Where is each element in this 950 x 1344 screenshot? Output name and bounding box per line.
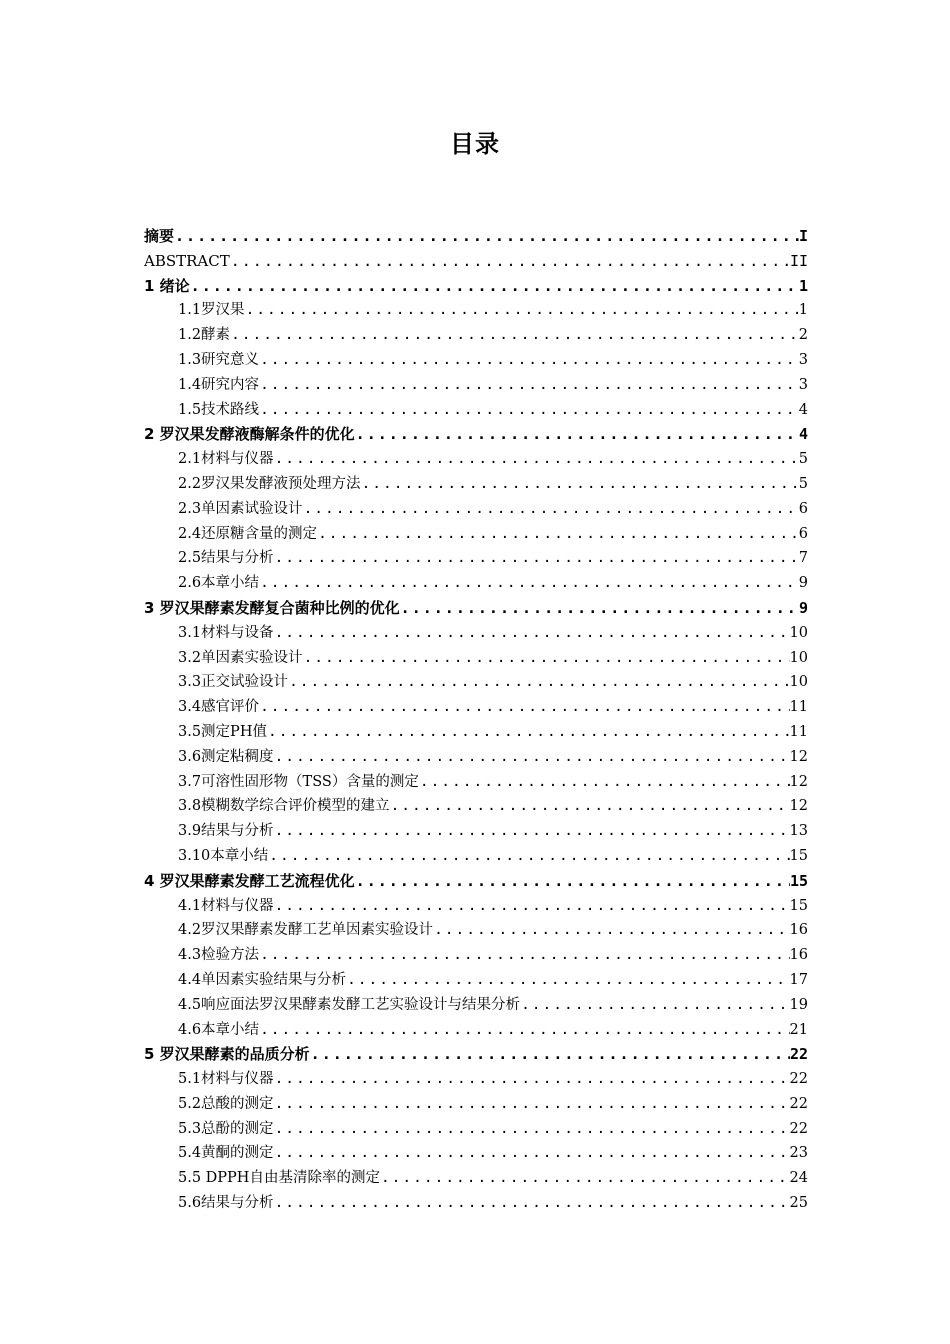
toc-entry-label: 3.5测定PH值	[178, 723, 267, 740]
toc-dot-leader	[259, 695, 789, 720]
toc-dot-leader	[520, 993, 789, 1018]
toc-page-number: 22	[789, 1045, 808, 1064]
toc-dot-leader	[419, 770, 790, 795]
toc-entry-label: 1 绪论	[144, 276, 190, 295]
toc-dot-leader	[355, 422, 799, 447]
toc-dot-leader	[190, 274, 799, 299]
toc-section-entry[interactable]	[144, 447, 808, 472]
toc-section-entry[interactable]	[144, 993, 808, 1018]
toc-section-entry[interactable]	[144, 398, 808, 423]
toc-section-entry[interactable]	[144, 348, 808, 373]
toc-entry-label: 1.1罗汉果	[178, 302, 245, 319]
toc-entry-label: 4.1材料与仪器	[178, 897, 274, 914]
toc-page-number: 12	[789, 773, 808, 790]
toc-section-entry[interactable]	[144, 968, 808, 993]
toc-entry-label: 4.3检验方法	[178, 947, 260, 964]
toc-dot-leader	[274, 894, 790, 919]
toc-section-entry[interactable]	[144, 373, 808, 398]
toc-page-number: 15	[789, 847, 808, 864]
toc-dot-leader	[274, 546, 799, 571]
toc-page-number: 13	[789, 823, 808, 840]
toc-page-number: 10	[789, 649, 808, 666]
toc-entry-label: 5.6结果与分析	[178, 1195, 274, 1212]
toc-dot-leader	[259, 571, 799, 596]
toc-entry-label: 3.10本章小结	[178, 847, 269, 864]
toc-section-entry[interactable]	[144, 794, 808, 819]
table-of-contents	[144, 224, 808, 1216]
toc-page-number: 25	[789, 1195, 808, 1212]
toc-chapter-entry[interactable]	[144, 1042, 808, 1067]
toc-entry-label: 3.2单因素实验设计	[178, 649, 303, 666]
toc-entry-label: 5.5 DPPH自由基清除率的测定	[178, 1170, 380, 1187]
toc-dot-leader	[259, 398, 799, 423]
toc-page-number: 6	[798, 500, 808, 517]
toc-dot-leader	[268, 844, 789, 869]
toc-dot-leader	[400, 596, 799, 621]
toc-dot-leader	[355, 869, 790, 894]
toc-chapter-entry[interactable]	[144, 596, 808, 621]
toc-page-number: 9	[798, 575, 808, 592]
toc-entry-label: 4.4单因素实验结果与分析	[178, 971, 347, 988]
toc-entry-label: 5.2总酸的测定	[178, 1095, 274, 1112]
toc-dot-leader	[245, 298, 799, 323]
toc-page-number: 11	[789, 723, 808, 740]
toc-page-number: 24	[789, 1170, 808, 1187]
toc-dot-leader	[230, 249, 790, 274]
toc-page-number: 5	[798, 475, 808, 492]
toc-entry-label: 2.5结果与分析	[178, 550, 274, 567]
toc-page-number: 12	[789, 748, 808, 765]
toc-page-number: 3	[798, 351, 808, 368]
toc-section-entry[interactable]	[144, 670, 808, 695]
toc-section-entry[interactable]	[144, 770, 808, 795]
toc-entry-label: 4.2罗汉果酵素发酵工艺单因素实验设计	[178, 922, 434, 939]
toc-entry-label: 2 罗汉果发酵液酶解条件的优化	[144, 425, 355, 444]
toc-page-number: 10	[789, 674, 808, 691]
toc-dot-leader	[274, 1117, 790, 1142]
toc-section-entry[interactable]	[144, 918, 808, 943]
toc-chapter-entry[interactable]	[144, 869, 808, 894]
toc-entry-label: 4.6本章小结	[178, 1021, 260, 1038]
toc-chapter-entry[interactable]	[144, 274, 808, 299]
toc-dot-leader	[433, 918, 789, 943]
toc-page-number: 10	[789, 624, 808, 641]
toc-section-entry[interactable]	[144, 571, 808, 596]
toc-page-number: 22	[789, 1071, 808, 1088]
toc-section-entry[interactable]	[144, 497, 808, 522]
toc-page-number: 15	[789, 897, 808, 914]
toc-section-entry[interactable]	[144, 323, 808, 348]
toc-section-entry[interactable]	[144, 1018, 808, 1043]
toc-page-number: 16	[789, 922, 808, 939]
toc-page-number: 4	[798, 425, 808, 444]
toc-dot-leader	[274, 621, 790, 646]
toc-dot-leader	[303, 497, 799, 522]
toc-dot-leader	[259, 943, 789, 968]
toc-chapter-entry[interactable]	[144, 249, 808, 274]
toc-section-entry[interactable]	[144, 894, 808, 919]
toc-section-entry[interactable]	[144, 695, 808, 720]
toc-entry-label: 1.2酵素	[178, 327, 231, 344]
toc-entry-label: 2.2罗汉果发酵液预处理方法	[178, 475, 361, 492]
toc-dot-leader	[274, 1141, 790, 1166]
toc-entry-label: 3.1材料与设备	[178, 624, 274, 641]
toc-entry-label: 5.4黄酮的测定	[178, 1145, 274, 1162]
toc-dot-leader	[288, 670, 789, 695]
toc-section-entry[interactable]	[144, 720, 808, 745]
toc-page-number: 3	[798, 376, 808, 393]
toc-entry-label: 1.4研究内容	[178, 376, 260, 393]
toc-page-number: 16	[789, 947, 808, 964]
toc-page-number: 17	[789, 971, 808, 988]
toc-entry-label: 2.1材料与仪器	[178, 451, 274, 468]
toc-page-number: 22	[789, 1095, 808, 1112]
toc-section-entry[interactable]	[144, 646, 808, 671]
toc-page-number: 7	[798, 550, 808, 567]
toc-entry-label: 2.4还原糖含量的测定	[178, 525, 318, 542]
toc-page-number: 11	[789, 699, 808, 716]
toc-dot-leader	[274, 745, 790, 770]
toc-section-entry[interactable]	[144, 844, 808, 869]
toc-page-number: 21	[789, 1021, 808, 1038]
toc-entry-label: 2.6本章小结	[178, 575, 260, 592]
toc-entry-label: 3.9结果与分析	[178, 823, 274, 840]
toc-entry-label: 4.5响应面法罗汉果酵素发酵工艺实验设计与结果分析	[178, 996, 521, 1013]
toc-page-number: 15	[789, 871, 808, 890]
toc-page-number: 5	[798, 451, 808, 468]
toc-chapter-entry[interactable]	[144, 422, 808, 447]
toc-dot-leader	[390, 794, 790, 819]
toc-entry-label: 3.7可溶性固形物（TSS）含量的测定	[178, 773, 419, 790]
toc-page-number: 9	[798, 598, 808, 617]
toc-section-entry[interactable]	[144, 819, 808, 844]
toc-section-entry[interactable]	[144, 943, 808, 968]
toc-entry-label: 1.5技术路线	[178, 401, 260, 418]
toc-dot-leader	[267, 720, 790, 745]
toc-entry-label: 3 罗汉果酵素发酵复合菌种比例的优化	[144, 598, 400, 617]
toc-entry-label: 摘要	[144, 227, 175, 245]
toc-section-entry[interactable]	[144, 546, 808, 571]
toc-dot-leader	[303, 646, 790, 671]
toc-dot-leader	[274, 1092, 790, 1117]
toc-dot-leader	[274, 1067, 790, 1092]
toc-page-number: 12	[789, 798, 808, 815]
toc-page-number: 4	[798, 401, 808, 418]
toc-dot-leader	[230, 323, 799, 348]
toc-entry-label: 3.3正交试验设计	[178, 674, 289, 691]
toc-entry-label: 5 罗汉果酵素的品质分析	[144, 1045, 310, 1064]
toc-entry-label: 5.3总酚的测定	[178, 1120, 274, 1137]
toc-section-entry[interactable]	[144, 1141, 808, 1166]
toc-entry-label: 1.3研究意义	[178, 351, 260, 368]
toc-dot-leader	[259, 1018, 789, 1043]
toc-entry-label: ABSTRACT	[144, 251, 230, 270]
toc-entry-label: 5.1材料与仪器	[178, 1071, 274, 1088]
toc-dot-leader	[274, 819, 790, 844]
toc-entry-label: 4 罗汉果酵素发酵工艺流程优化	[144, 871, 355, 890]
toc-page-number: 6	[798, 525, 808, 542]
toc-section-entry[interactable]	[144, 745, 808, 770]
toc-chapter-entry[interactable]	[144, 224, 808, 249]
toc-dot-leader	[317, 522, 799, 547]
toc-section-entry[interactable]	[144, 621, 808, 646]
toc-dot-leader	[274, 1191, 790, 1216]
page-title: 目录	[450, 130, 500, 158]
toc-section-entry[interactable]	[144, 1092, 808, 1117]
toc-entry-label: 3.6测定粘稠度	[178, 748, 274, 765]
toc-dot-leader	[174, 224, 799, 249]
toc-page-number: 2	[798, 327, 808, 344]
toc-dot-leader	[346, 968, 789, 993]
toc-page-number: 1	[798, 302, 808, 319]
toc-page-number: 1	[798, 276, 808, 295]
toc-dot-leader	[361, 472, 799, 497]
toc-entry-label: 3.4感官评价	[178, 699, 260, 716]
toc-dot-leader	[380, 1166, 790, 1191]
toc-page-number: 22	[789, 1120, 808, 1137]
toc-section-entry[interactable]	[144, 1191, 808, 1216]
toc-dot-leader	[274, 447, 799, 472]
toc-dot-leader	[259, 348, 799, 373]
toc-section-entry[interactable]	[144, 472, 808, 497]
toc-dot-leader	[310, 1042, 790, 1067]
toc-entry-label: 2.3单因素试验设计	[178, 500, 303, 517]
toc-section-entry[interactable]	[144, 298, 808, 323]
toc-dot-leader	[259, 373, 799, 398]
toc-section-entry[interactable]	[144, 1166, 808, 1191]
toc-page-number: 23	[789, 1145, 808, 1162]
toc-page-number: I	[798, 227, 808, 245]
toc-section-entry[interactable]	[144, 1117, 808, 1142]
toc-page-number: 19	[789, 996, 808, 1013]
toc-section-entry[interactable]	[144, 522, 808, 547]
toc-page-number: II	[789, 251, 808, 270]
toc-section-entry[interactable]	[144, 1067, 808, 1092]
toc-entry-label: 3.8模糊数学综合评价模型的建立	[178, 798, 390, 815]
